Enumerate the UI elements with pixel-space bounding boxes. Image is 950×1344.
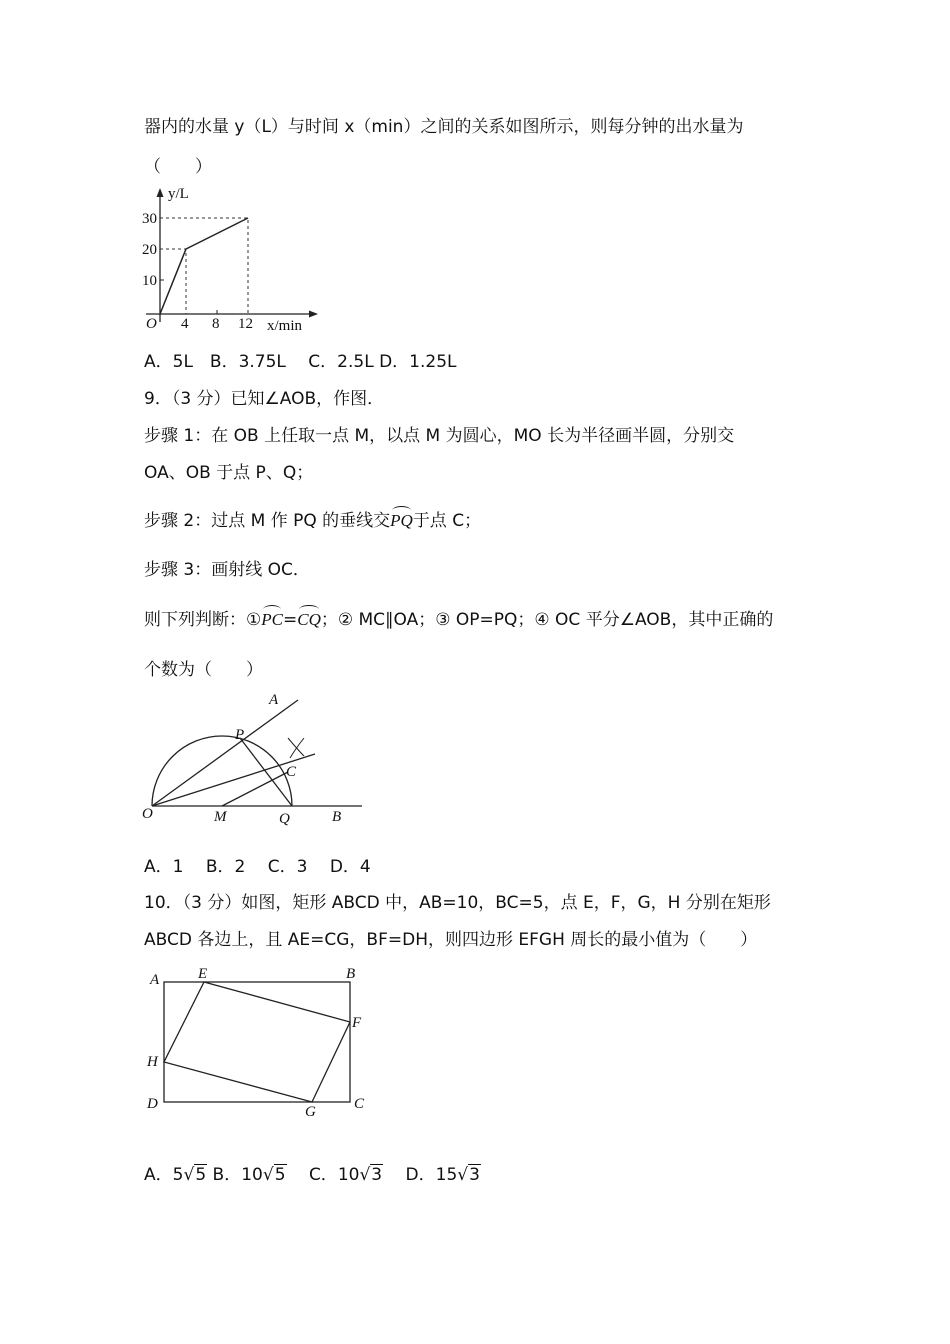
x-axis-arrow (309, 311, 318, 318)
x-tick-label-4: 4 (181, 316, 189, 332)
q8-stem-line1: 器内的水量 y（L）与时间 x（min）之间的关系如图所示，则每分钟的出水量为 (144, 117, 744, 137)
q9-options: A．1 B．2 C．3 D．4 (144, 857, 371, 877)
sqrt-sign: √5 (183, 1165, 207, 1185)
option-c-letter: C． (308, 1165, 338, 1185)
water-line (160, 218, 248, 314)
option-a-radicand: 5 (195, 1165, 207, 1185)
label-b: B (346, 966, 356, 982)
option-a-letter: A． (144, 1165, 173, 1185)
y-tick-label-10: 10 (142, 273, 157, 289)
q10-line1: 10．（3 分）如图，矩形 ABCD 中，AB=10，BC=5，点 E，F，G，H 分别在矩形 (144, 893, 771, 913)
label-p: P (235, 727, 245, 743)
q9-judge-rest: ；② MC∥OA；③ OP=PQ；④ OC 平分∠AOB，其中正确的 (320, 610, 774, 630)
q9-judge-line2: 个数为（ ） (144, 660, 263, 680)
q9-step1-line1: 步骤 1：在 OB 上任取一点 M，以点 M 为圆心，MO 长为半径画半圆，分别交 (144, 426, 735, 446)
label-d: D (147, 1096, 158, 1112)
option-a-coef: 5 (172, 1165, 184, 1185)
option-c-coef: 10 (337, 1165, 360, 1185)
label-o: O (142, 806, 153, 822)
x-axis-label: x/min (267, 318, 303, 334)
label-q: Q (279, 811, 290, 827)
option-d-radicand: 3 (469, 1165, 480, 1185)
label-a: A (150, 972, 160, 988)
origin-label: O (146, 316, 157, 332)
label-e: E (198, 966, 208, 982)
label-m: M (214, 809, 227, 825)
label-h: H (147, 1054, 158, 1070)
arc-pq: PQ (390, 509, 413, 533)
quadrilateral-efgh (164, 982, 350, 1102)
q10-rectangle-figure (142, 960, 374, 1122)
q9-judge-eq: = (282, 610, 298, 630)
y-axis-label: y/L (168, 186, 189, 202)
label-b: B (332, 809, 342, 825)
arc-cq: CQ (297, 608, 321, 632)
ray-oa (152, 700, 298, 806)
q8-water-graph (140, 182, 320, 334)
q9-title: 9．（3 分）已知∠AOB，作图． (144, 389, 385, 409)
q10-options (144, 1163, 481, 1187)
sqrt-sign: √3 (359, 1165, 383, 1185)
y-axis-arrow (157, 188, 164, 197)
guide-30 (160, 218, 248, 314)
q9-construction-figure (138, 686, 370, 830)
label-c: C (286, 764, 297, 780)
sqrt-sign: √5 (262, 1165, 286, 1185)
option-b-radicand: 5 (274, 1165, 286, 1185)
q9-step3: 步骤 3：画射线 OC． (144, 560, 310, 580)
q9-judge-prefix: 则下列判断：① (144, 610, 262, 630)
option-c-radicand: 3 (371, 1165, 383, 1185)
q9-judge-line1 (144, 608, 773, 632)
x-tick-label-8: 8 (212, 316, 220, 332)
q9-step2-suffix: 于点 C； (412, 511, 482, 531)
sqrt-sign: √3 (457, 1165, 480, 1185)
option-d (406, 1165, 481, 1185)
q9-step2-prefix: 步骤 2：过点 M 作 PQ 的垂线交 (144, 511, 391, 531)
x-tick-label-12: 12 (238, 316, 253, 332)
ray-oc (152, 754, 315, 806)
option-b (213, 1165, 287, 1185)
option-c (309, 1165, 383, 1185)
q9-step1-line2: OA、OB 于点 P、Q； (144, 463, 314, 483)
label-a: A (269, 692, 279, 708)
option-b-coef: 10 (241, 1165, 263, 1185)
rectangle-abcd (164, 982, 350, 1102)
construction-arc-2 (290, 738, 304, 758)
y-tick-label-20: 20 (142, 242, 157, 258)
q8-stem-line2: （ ） (144, 157, 212, 177)
option-b-letter: B． (212, 1165, 242, 1185)
q8-options: A．5L B．3.75L C．2.5L D．1.25L (144, 352, 457, 372)
q9-step2 (144, 509, 481, 533)
q10-line2: ABCD 各边上，且 AE=CG，BF=DH，则四边形 EFGH 周长的最小值为（ ） (144, 930, 758, 950)
arc-pc: PC (261, 608, 283, 632)
option-a (144, 1165, 207, 1185)
option-d-letter: D． (405, 1165, 436, 1185)
label-f: F (352, 1015, 362, 1031)
y-tick-label-30: 30 (142, 211, 157, 227)
option-d-coef: 15 (435, 1165, 458, 1185)
segment-pq (240, 738, 292, 806)
label-c: C (354, 1096, 365, 1112)
segment-mc (222, 772, 288, 806)
label-g: G (305, 1104, 316, 1120)
semicircle (152, 736, 292, 806)
